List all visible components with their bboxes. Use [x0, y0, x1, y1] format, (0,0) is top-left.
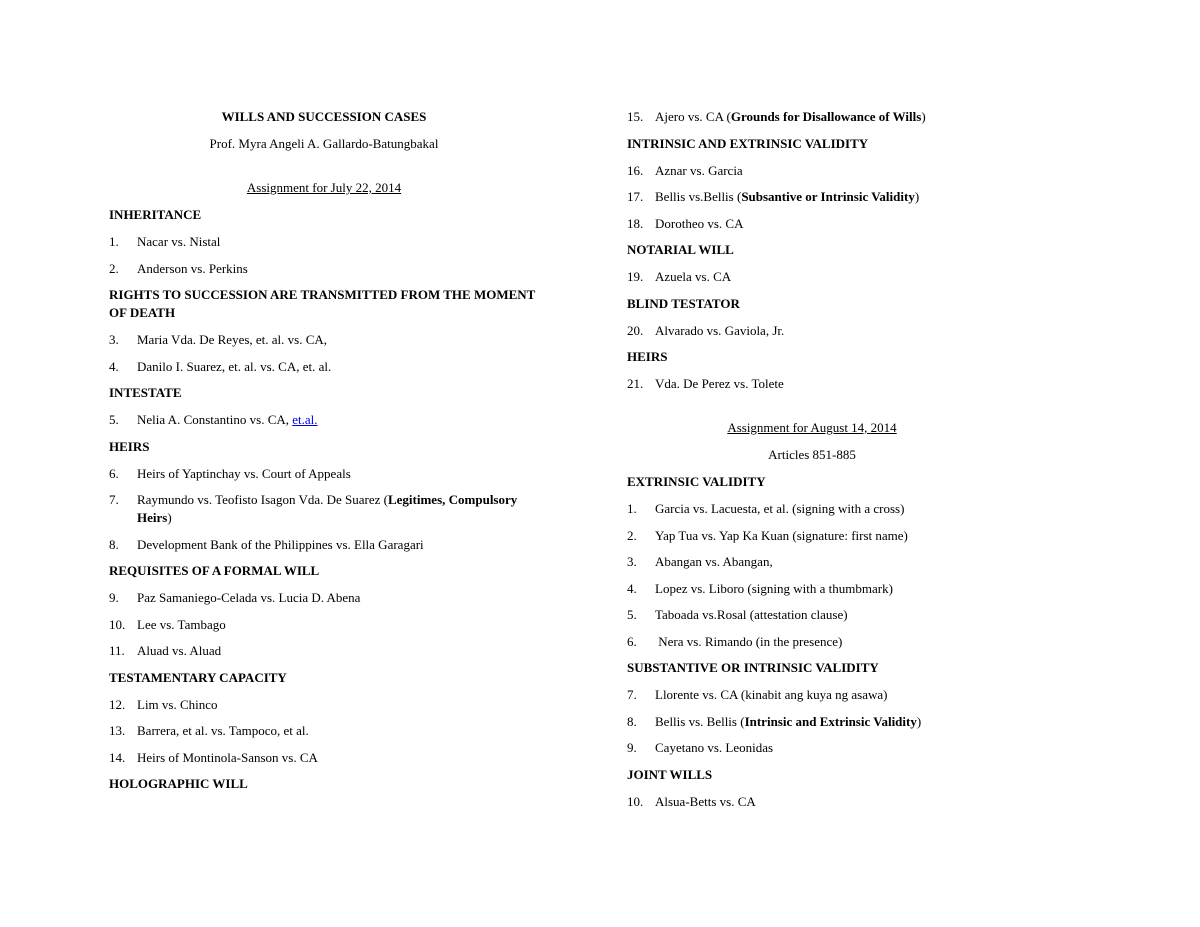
case-item [109, 411, 539, 429]
case-number: 17. [627, 189, 644, 204]
case-item [627, 188, 997, 206]
case-number: 7. [109, 492, 119, 507]
section-heading: TESTAMENTARY CAPACITY [109, 669, 287, 685]
case-number: 4. [109, 358, 119, 374]
case-title-end: ) [167, 510, 172, 525]
case-item [627, 713, 997, 731]
assignment-date-2: Assignment for August 14, 2014 [727, 420, 897, 435]
case-title: Lopez vs. Liboro (signing with a thumbmark) [655, 580, 893, 596]
case-title-wrapper [655, 108, 997, 126]
case-title: Taboada vs.Rosal (attestation clause) [655, 607, 848, 622]
case-title: Raymundo vs. Teofisto Isagon Vda. De Suarez ( [137, 492, 388, 507]
case-number: 11. [109, 643, 125, 658]
case-item [627, 215, 997, 233]
case-item [627, 322, 997, 340]
case-topic: Subsantive or Intrinsic Validity [741, 189, 915, 204]
section-heading: BLIND TESTATOR [627, 295, 740, 311]
case-number: 15. [627, 109, 644, 124]
case-item [109, 358, 539, 376]
case-number: 9. [627, 740, 637, 755]
case-title: Alsua-Betts vs. CA [655, 793, 756, 809]
case-item [109, 331, 539, 349]
case-item [627, 375, 997, 393]
case-number: 21. [627, 376, 644, 391]
case-number: 10. [109, 616, 126, 632]
case-number: 4. [627, 580, 637, 596]
document-title: WILLS AND SUCCESSION CASES [221, 109, 427, 124]
case-number: 18. [627, 215, 644, 231]
professor-name: Prof. Myra Angeli A. Gallardo-Batungbakal [209, 136, 439, 151]
section-heading: JOINT WILLS [627, 766, 713, 782]
section-heading: SUBSTANTIVE OR INTRINSIC VALIDITY [627, 660, 879, 675]
case-number: 2. [109, 260, 119, 276]
case-number: 13. [109, 723, 126, 738]
case-number: 1. [109, 234, 119, 249]
case-number: 5. [109, 412, 119, 427]
assignment-date-1: Assignment for July 22, 2014 [246, 180, 402, 195]
case-title: Danilo I. Suarez, et. al. vs. CA, et. al. [137, 358, 332, 374]
case-item [109, 749, 539, 767]
section-heading: NOTARIAL WILL [627, 242, 734, 257]
case-title: Dorotheo vs. CA [655, 215, 744, 231]
case-item [627, 793, 997, 811]
case-number: 5. [627, 607, 637, 622]
case-title-wrapper [655, 713, 997, 731]
case-title-wrapper [137, 411, 539, 429]
case-item [627, 500, 997, 518]
case-item [627, 606, 997, 624]
case-number: 16. [627, 162, 644, 178]
case-item [627, 268, 997, 286]
case-number: 3. [109, 332, 119, 347]
case-title: Anderson vs. Perkins [137, 260, 248, 276]
case-item [109, 260, 539, 278]
case-topic: Legitimes, Compulsory Heirs [137, 492, 518, 525]
case-number: 1. [627, 501, 637, 516]
case-title-end: ) [921, 109, 926, 124]
case-title: Abangan vs. Abangan, [655, 554, 773, 569]
case-title: Alvarado vs. Gaviola, Jr. [655, 322, 785, 338]
case-item [109, 536, 539, 554]
case-title: Paz Samaniego-Celada vs. Lucia D. Abena [137, 590, 361, 605]
case-number: 8. [109, 536, 119, 552]
case-title-wrapper [655, 188, 997, 206]
case-number: 10. [627, 793, 644, 809]
case-item [109, 589, 539, 607]
section-heading: INTRINSIC AND EXTRINSIC VALIDITY [627, 135, 869, 151]
case-number: 2. [627, 527, 637, 543]
case-item [109, 616, 539, 634]
case-title: Nelia A. Constantino vs. CA, [137, 412, 293, 427]
case-item [109, 491, 539, 527]
case-number: 3. [627, 554, 637, 569]
case-title: Heirs of Montinola-Sanson vs. CA [137, 749, 318, 765]
case-number: 8. [627, 713, 637, 729]
case-title: Barrera, et al. vs. Tampoco, et al. [137, 723, 309, 738]
case-title: Nacar vs. Nistal [137, 234, 221, 249]
case-number: 19. [627, 269, 644, 284]
case-title: Heirs of Yaptinchay vs. Court of Appeals [137, 465, 351, 481]
case-title-end: ) [916, 713, 922, 729]
case-number: 7. [627, 687, 637, 702]
section-heading: INTESTATE [109, 385, 182, 400]
section-heading: REQUISITES OF A FORMAL WILL [109, 563, 320, 578]
case-number: 12. [109, 696, 126, 712]
case-number: 20. [627, 322, 644, 338]
section-heading: RIGHTS TO SUCCESSION ARE TRANSMITTED FROM THE MOMENT OF DEATH [109, 287, 536, 320]
section-heading: INHERITANCE [109, 207, 202, 222]
case-title: Llorente vs. CA (kinabit ang kuya ng asawa) [655, 687, 888, 702]
case-title: Ajero vs. CA ( [655, 109, 731, 124]
case-item [627, 739, 997, 757]
case-topic: Intrinsic and Extrinsic Validity [744, 713, 917, 729]
case-title: Yap Tua vs. Yap Ka Kuan (signature: first name) [655, 527, 908, 543]
case-item [109, 465, 539, 483]
case-title: Bellis vs.Bellis ( [655, 189, 742, 204]
case-item [627, 633, 997, 651]
case-item [627, 527, 997, 545]
section-heading: EXTRINSIC VALIDITY [627, 474, 766, 489]
case-title: Cayetano vs. Leonidas [655, 740, 774, 755]
case-topic: Grounds for Disallowance of Wills [730, 109, 922, 124]
case-title: Lim vs. Chinco [137, 696, 218, 712]
section-heading: HOLOGRAPHIC WILL [109, 776, 248, 791]
case-item [109, 722, 539, 740]
case-title: Garcia vs. Lacuesta, et al. (signing with a cross) [655, 501, 905, 516]
case-item [627, 686, 997, 704]
case-number: 14. [109, 749, 126, 765]
case-title: Azuela vs. CA [655, 269, 732, 284]
case-title: Lee vs. Tambago [137, 616, 226, 632]
case-item [109, 233, 539, 251]
case-title: Aznar vs. Garcia [655, 162, 743, 178]
section-heading: HEIRS [627, 349, 668, 364]
case-item [627, 108, 997, 126]
left-column [109, 108, 539, 802]
case-title: Aluad vs. Aluad [137, 643, 222, 658]
case-item [109, 642, 539, 660]
case-title: Vda. De Perez vs. Tolete [655, 376, 784, 391]
section-heading: HEIRS [109, 438, 150, 454]
case-title: Maria Vda. De Reyes, et. al. vs. CA, [137, 332, 328, 347]
case-item [627, 162, 997, 180]
case-item [109, 696, 539, 714]
case-title: Development Bank of the Philippines vs. Ella Garagari [137, 536, 424, 552]
case-item [627, 580, 997, 598]
case-number: 6. [109, 465, 119, 481]
case-title: Bellis vs. Bellis ( [655, 713, 745, 729]
case-item [627, 553, 997, 571]
case-title-end: ) [914, 189, 920, 204]
case-number: 9. [109, 590, 119, 605]
right-column [627, 108, 997, 819]
case-link[interactable]: et.al. [292, 412, 318, 427]
case-title-wrapper [137, 491, 539, 527]
articles-range: Articles 851-885 [768, 447, 856, 462]
case-title: Nera vs. Rimando (in the presence) [655, 633, 843, 649]
case-number: 6. [627, 633, 637, 649]
